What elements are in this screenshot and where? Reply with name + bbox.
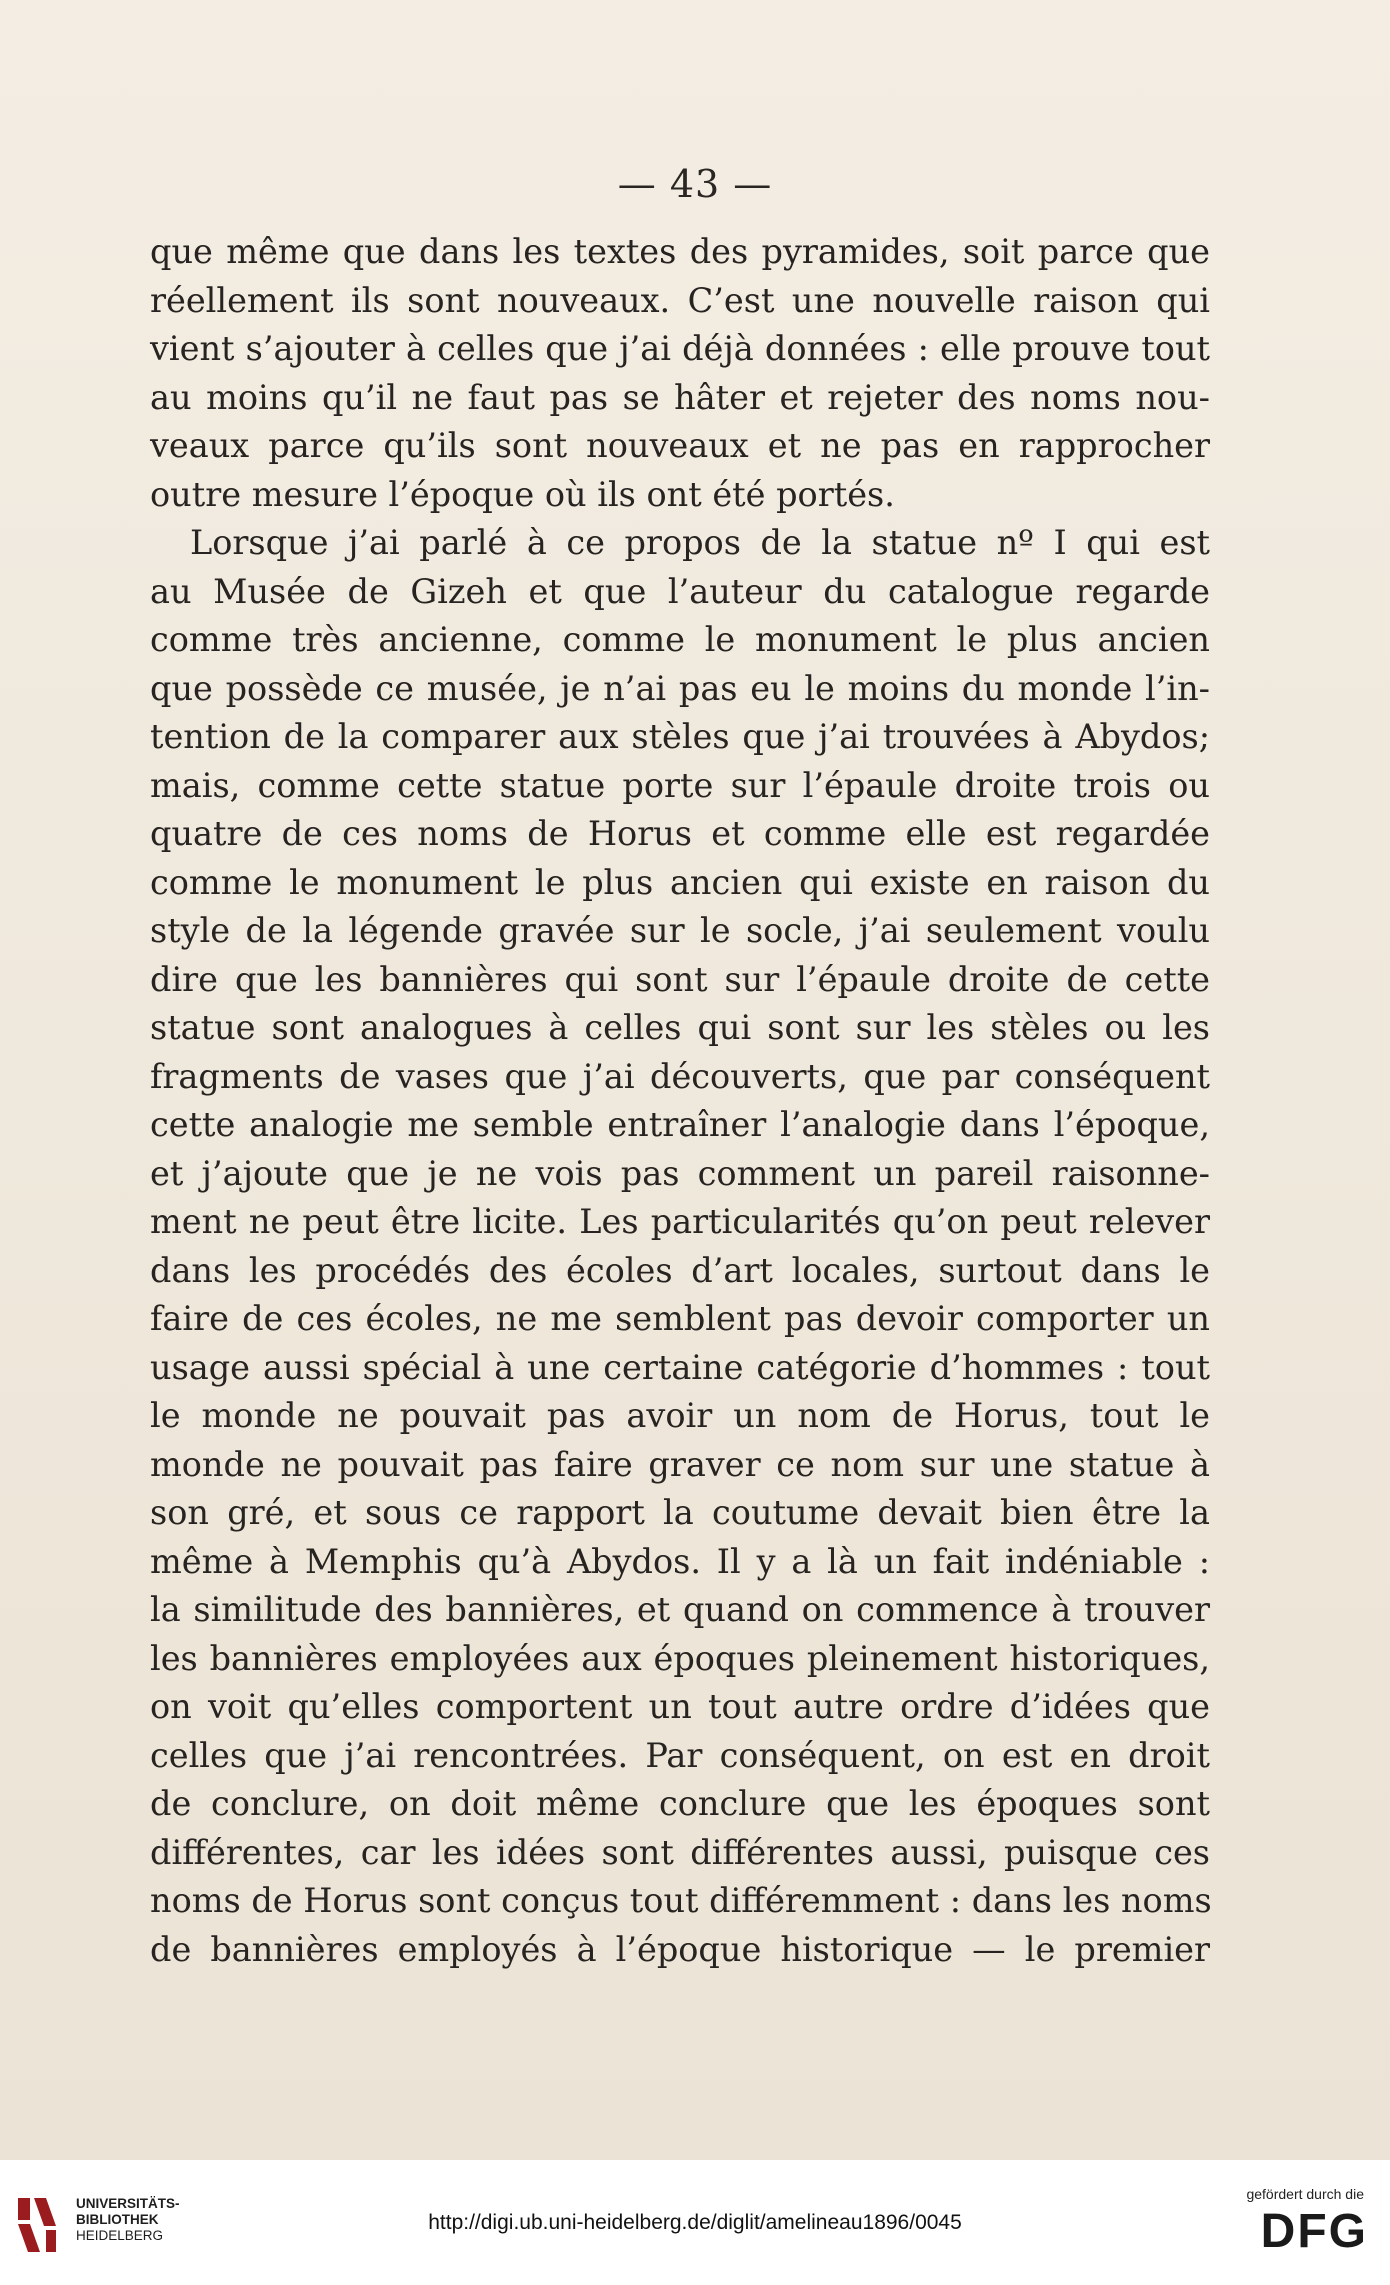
text-line: de bannières employés à l’époque historique — le premier xyxy=(150,1929,1210,1969)
text-line: cette analogie me semble entraîner l’analogie dans l’époque, xyxy=(150,1105,1210,1144)
text-line: son gré, et sous ce rapport la coutume devait bien être la xyxy=(150,1493,1210,1532)
text-line: même à Memphis qu’à Abydos. Il y a là un fait indéniable : xyxy=(150,1541,1210,1581)
text-line: au moins qu’il ne faut pas se hâter et rejeter des noms nou- xyxy=(150,377,1210,417)
text-line: fragments de vases que j’ai découverts, que par conséquent xyxy=(150,1056,1210,1096)
library-name-line: BIBLIOTHEK xyxy=(76,2212,159,2227)
text-line: Lorsque j’ai parlé à ce propos de la statue nº I qui est xyxy=(190,523,1210,562)
text-line: au Musée de Gizeh et que l’auteur du catalogue regarde xyxy=(150,571,1210,611)
text-line: outre mesure l’époque où ils ont été portés. xyxy=(150,474,895,514)
footer-bar xyxy=(0,2160,1390,2285)
text-line: les bannières employées aux époques pleinement historiques, xyxy=(150,1638,1210,1678)
text-line: la similitude des bannières, et quand on commence à trouver xyxy=(150,1590,1210,1629)
text-line: que possède ce musée, je n’ai pas eu le moins du monde l’in- xyxy=(150,668,1210,708)
library-name-line: UNIVERSITÄTS- xyxy=(76,2196,180,2211)
text-line: que même que dans les textes des pyramides, soit parce que xyxy=(150,232,1210,271)
text-line: faire de ces écoles, ne me semblent pas devoir comporter un xyxy=(150,1299,1210,1338)
text-line: statue sont analogues à celles qui sont sur les stèles ou les xyxy=(150,1008,1210,1047)
library-name-line: HEIDELBERG xyxy=(76,2228,164,2243)
text-line: le monde ne pouvait pas avoir un nom de Horus, tout le xyxy=(150,1396,1210,1435)
text-line: quatre de ces noms de Horus et comme elle est regardée xyxy=(150,814,1210,853)
text-line: différentes, car les idées sont différentes aussi, puisque ces xyxy=(150,1832,1210,1872)
text-line: dans les procédés des écoles d’art locales, surtout dans le xyxy=(150,1250,1210,1290)
text-line: comme le monument le plus ancien qui existe en raison du xyxy=(150,862,1210,902)
text-line: tention de la comparer aux stèles que j’ai trouvées à Abydos; xyxy=(150,717,1210,756)
text-line: comme très ancienne, comme le monument le plus ancien xyxy=(150,620,1210,659)
text-line: et j’ajoute que je ne vois pas comment un pareil raisonne- xyxy=(150,1153,1210,1193)
text-line: ment ne peut être licite. Les particularités qu’on peut relever xyxy=(150,1202,1210,1241)
source-url-link[interactable]: http://digi.ub.uni-heidelberg.de/diglit/amelineau1896/0045 xyxy=(428,2211,962,2234)
text-line: veaux parce qu’ils sont nouveaux et ne pas en rapprocher xyxy=(150,426,1210,465)
text-line: dire que les bannières qui sont sur l’épaule droite de cette xyxy=(150,959,1210,999)
text-line: usage aussi spécial à une certaine catégorie d’hommes : tout xyxy=(150,1347,1210,1387)
body-text xyxy=(150,228,1210,1974)
text-line: mais, comme cette statue porte sur l’épaule droite trois ou xyxy=(150,765,1210,805)
text-line: de conclure, on doit même conclure que les époques sont xyxy=(150,1784,1210,1823)
dfg-logo: DFG xyxy=(1260,2205,1368,2258)
text-line: on voit qu’elles comportent un tout autre ordre d’idées que xyxy=(150,1687,1210,1726)
text-line: réellement ils sont nouveaux. C’est une nouvelle raison qui xyxy=(150,280,1210,320)
text-line: vient s’ajouter à celles que j’ai déjà données : elle prouve tout xyxy=(150,329,1210,368)
text-line: monde ne pouvait pas faire graver ce nom sur une statue à xyxy=(150,1444,1210,1484)
text-line: style de la légende gravée sur le socle, j’ai seulement voulu xyxy=(150,911,1210,950)
page-number: — 43 — xyxy=(617,162,773,206)
funding-label: gefördert durch die xyxy=(1246,2186,1364,2202)
text-line: celles que j’ai rencontrées. Par conséquent, on est en droit xyxy=(150,1735,1210,1775)
text-line: noms de Horus sont conçus tout différemment : dans les noms xyxy=(150,1881,1212,1920)
